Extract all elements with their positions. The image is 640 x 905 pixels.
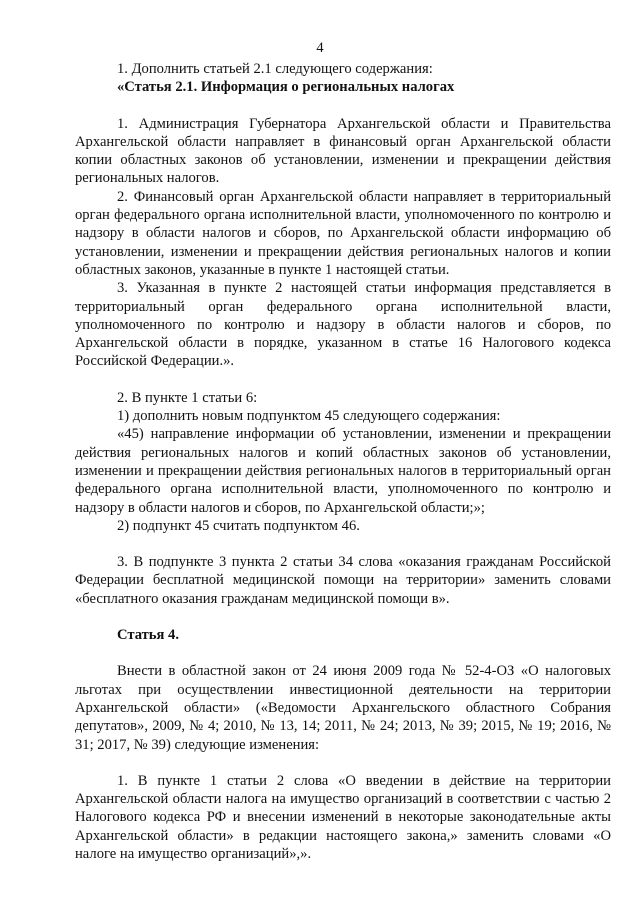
article-2-1-point-2: 2. Финансовый орган Архангельской области направляет в территориальный орган федерального органа исполнительной власти, уполномоченного по контролю и надзору в области налогов и сборов, по Архангельской области информацию об установлении, изменении и прекращении действия региональных налогов и копии областных законов, указанные в пункте 1 настоящей статьи. — [75, 188, 611, 278]
amendment-2-sub-2: 2) подпункт 45 считать подпунктом 46. — [117, 517, 360, 534]
article-4-point-1: 1. В пункте 1 статьи 2 слова «О введении в действие на территории Архангельской области налога на имущество организаций в соответствии с частью 2 Налогового кодекса РФ и внесении изменений в некоторые законодательные акты Архангельской области» в редакции настоящего закона,» заменить словами «О налоге на имущество организаций»,». — [75, 772, 611, 862]
amendment-3: 3. В подпункте 3 пункта 2 статьи 34 слова «оказания гражданам Российской Федерации бесплатной медицинской помощи на территории» заменить словами «бесплатного оказания гражданам медицинской помощи в». — [75, 554, 611, 607]
document-body — [75, 60, 611, 863]
spacer — [75, 371, 611, 389]
article-4-heading: Статья 4. — [117, 627, 179, 644]
spacer — [75, 754, 611, 772]
amendment-intro: 1. Дополнить статьей 2.1 следующего содержания: — [117, 61, 433, 77]
amendment-2-sub-1: 1) дополнить новым подпунктом 45 следующего содержания: — [117, 408, 501, 425]
spacer — [75, 608, 611, 626]
article-4-intro: Внести в областной закон от 24 июня 2009 года № 52-4-ОЗ «О налоговых льготах при осуществлении инвестиционной деятельности на территории Архангельской области» («Ведомости Архангельского областного Собрания депутатов», 2009, № 4; 2010, № 13, 14; 2011, № 24; 2013, № 39; 2015, № 19; 2016, № 31; 2017, № 39) следующие изменения: — [75, 663, 611, 753]
article-2-1-heading: «Статья 2.1. Информация о региональных налогах — [117, 79, 455, 96]
spacer — [75, 644, 611, 662]
article-2-1-point-1: 1. Администрация Губернатора Архангельской области и Правительства Архангельской области направляет в финансовый орган Архангельской области копии областных законов об установлении, изменении и прекращении действия региональных налогов. — [75, 115, 611, 187]
spacer — [75, 535, 611, 553]
article-2-1-point-3: 3. Указанная в пункте 2 настоящей статьи информация представляется в территориальный орган федерального органа исполнительной власти, уполномоченного по контролю и надзору в области налогов и сборов, по Архангельской области в порядке, указанном в статье 16 Налогового кодекса Российской Федерации.». — [75, 280, 611, 370]
spacer — [75, 97, 611, 115]
amendment-2-sub-1-text: «45) направление информации об установлении, изменении и прекращении действия региональных налогов и копий областных законов об установлении, изменении и прекращении действия региональных налогов в территориальный орган федерального органа исполнительной власти, уполномоченного по контролю и надзору в области налогов и сборов, по Архангельской области;»; — [75, 426, 611, 516]
amendment-2-intro: 2. В пункте 1 статьи 6: — [117, 389, 258, 406]
page-number: 4 — [316, 40, 324, 56]
